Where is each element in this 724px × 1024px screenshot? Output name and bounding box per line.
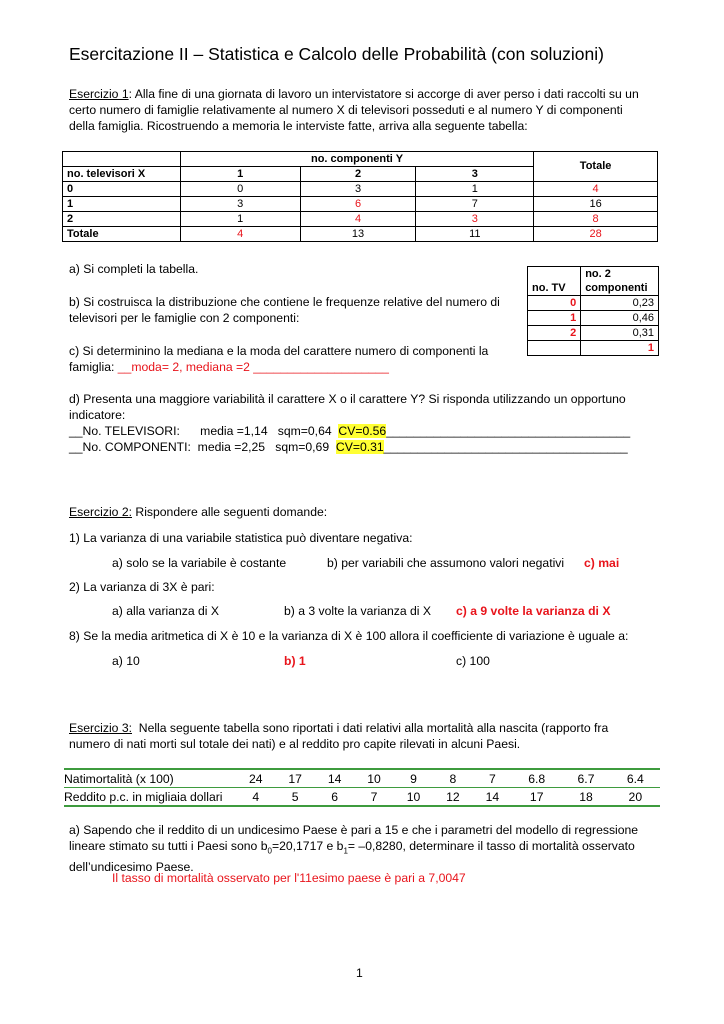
ex2-q2b: b) a 3 volte la varianza di X [284,604,432,618]
row-label: 0 [63,182,181,197]
table-cell: 3 [416,212,534,227]
contingency-table [62,151,658,242]
ex2-q8a: a) 10 [112,654,140,668]
table-cell: 8 [534,212,658,227]
table-cell: 6.8 [512,769,561,788]
ex2-q8c: c) 100 [456,654,490,668]
header-y: no. componenti Y [180,152,533,167]
table-cell: 6.7 [561,769,610,788]
mortality-income-table [64,768,660,807]
table-cell: 9 [394,769,433,788]
ex1-intro [69,86,669,134]
frequency-value: 0,31 [581,326,659,341]
page-title: Esercitazione II – Statistica e Calcolo delle Probabilità (con soluzioni) [69,44,604,64]
ex1-qd: d) Presenta una maggiore variabilità il carattere X o il carattere Y? Si risponda utilizzando un opportuno indicatore: __No. TELEVISORI: media =1,14 sqm=0,64 CV=0.56____________________________________ __No. COMPONENTI: media =2,25 sqm=0,69 CV=0.31____________________________________ [69,392,631,454]
table-row [528,311,659,326]
ex1-label: Esercizio 1 [69,87,129,101]
page-number: 1 [356,966,363,980]
cv-componenti: CV=0.31 [335,440,384,454]
ex2-q1a: a) solo se la variabile è costante [112,556,287,570]
ex2-q8: 8) Se la media aritmetica di X è 10 e la varianza di X è 100 allora il coefficiente di variazione è uguale a: [69,629,629,643]
table-row [528,341,659,356]
ex2-q8b: b) 1 [284,654,306,668]
table-cell: 28 [534,227,658,242]
side-header-comp-line1: no. 2 [581,267,659,282]
table-cell: 24 [236,769,275,788]
table-cell: 3 [300,182,416,197]
ex3-qa: a) Sapendo che il reddito di un undicesimo Paese è pari a 15 e che i parametri del modello di regressione lineare stimato su tutti i Paesi sono $b_0=20,1717$ e $b_1= -0,8280$, determinare il tasso di mortalità osservato dell’undicesimo Paese. [69,823,639,875]
table-cell: 14 [315,769,354,788]
table-cell: 13 [300,227,416,242]
ex2-q1b: b) per variabili che assumono valori negativi [327,556,565,570]
table-cell: 6 [331,789,338,804]
table-cell: 17 [529,789,544,804]
table-row [63,197,658,212]
ex3-intro: Esercizio 3: Nella seguente tabella sono riportati i dati relativi alla mortalità alla nascita (rapporto fra numero di nati morti sul totale dei nati) e al reddito pro capite rilevati in alcuni Paesi. [69,721,609,751]
row-label: 2 [63,212,181,227]
table-cell: 0 [180,182,300,197]
ex3-label: Esercizio 3: [69,721,132,735]
table-row [528,296,659,311]
table-cell: 6.4 [611,769,660,788]
tv-value: 1 [528,311,581,326]
table-corner [63,152,181,167]
ex3-answer: Il tasso di mortalità osservato per l'11esimo paese è pari a 7,0047 [112,871,466,885]
side-header-comp-line2: componenti [581,281,659,296]
table-cell: 5 [291,789,299,804]
table-cell: 20 [628,789,643,804]
ex1-qa: a) Si completi la tabella. [69,262,199,276]
cv-televisori: CV=0.56 [338,424,387,438]
table-cell: 17 [275,769,314,788]
table-cell: 3 [180,197,300,212]
ex1-qc-answer: __moda= 2, mediana =2 ____________________ [117,360,389,374]
table-cell: 11 [416,227,534,242]
table-cell: 14 [485,789,500,804]
table-cell: 1 [416,182,534,197]
table-cell: 6 [300,197,416,212]
tv-value [528,341,581,356]
tv-value: 2 [528,326,581,341]
header-total: Totale [534,152,658,182]
row-label: Reddito p.c. in migliaia dollari [64,789,223,804]
row-label: 1 [63,197,181,212]
ex1-intro-line1: : Alla fine di una giornata di lavoro un intervistatore si accorge di aver perso i dati raccolti su un [128,87,639,101]
ex2-intro: Esercizio 2: Rispondere alle seguenti domande: [69,505,328,519]
ex2-q2a: a) alla varianza di X [112,604,220,618]
relative-frequency-table [527,266,659,356]
row-label: Totale [63,227,181,242]
col-header: 1 [180,167,300,182]
frequency-value: 0,46 [581,311,659,326]
side-header-tv: no. TV [528,267,581,296]
ex1-intro-line3: della famiglia. Ricostruendo a memoria le interviste fatte, arriva alla seguente tabella: [69,119,528,133]
table-cell: 4 [252,789,260,804]
table-cell: 8 [433,769,472,788]
row-label: Natimortalità (x 100) [64,769,236,788]
tv-value: 0 [528,296,581,311]
table-cell: 4 [300,212,416,227]
frequency-value: 0,23 [581,296,659,311]
table-row [63,212,658,227]
table-cell: 7 [416,197,534,212]
ex1-intro-line2: certo numero di famiglie relativamente al numero X di televisori posseduti e al numero Y di componenti [69,103,623,117]
table-row [63,182,658,197]
ex2-q2c: c) a 9 volte la varianza di X [456,604,611,618]
table-cell: 7 [370,789,378,804]
col-header: 2 [300,167,416,182]
table-row [528,326,659,341]
col-header: 3 [416,167,534,182]
ex2-q1c: c) mai [584,556,620,570]
ex2-q2: 2) La varianza di 3X è pari: [69,580,215,594]
frequency-value: 1 [581,341,659,356]
table-cell: 1 [180,212,300,227]
ex1-qc: c) Si determinino la mediana e la moda del carattere numero di componenti la famiglia: __moda= 2, mediana =2 ____________________ [69,344,489,374]
table-cell: 12 [446,789,460,804]
table-cell: 4 [534,182,658,197]
table-cell: 16 [534,197,658,212]
table-cell: 18 [579,789,593,804]
table-row [63,227,658,242]
table-cell: 10 [354,769,393,788]
table-cell: 4 [180,227,300,242]
ex2-label: Esercizio 2: [69,505,132,519]
ex1-qb: b) Si costruisca la distribuzione che contiene le frequenze relative del numero di televisori per le famiglie con 2 componenti: [69,295,500,325]
header-x: no. televisori X [63,167,181,182]
table-cell: 7 [473,769,512,788]
ex2-q1: 1) La varianza di una variabile statistica può diventare negativa: [69,531,413,545]
table-cell: 10 [406,789,421,804]
